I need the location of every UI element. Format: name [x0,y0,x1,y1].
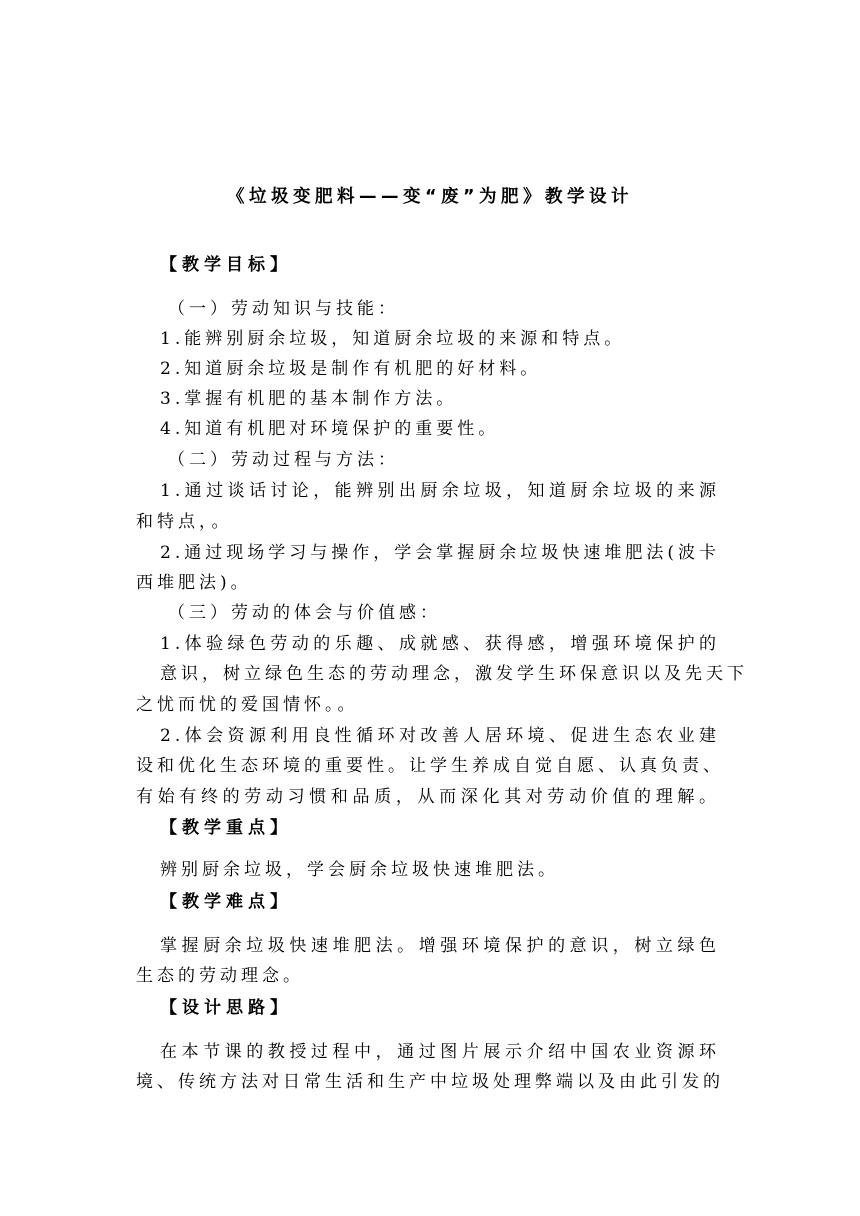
heading-objectives: 【教学目标】 [160,255,292,275]
objectives-part2-item1-line2: 和特点，。 [136,512,233,532]
objectives-part1-item: 4.知道有机肥对环境保护的重要性。 [160,419,500,439]
objectives-part2-item1-line1: 1.通过谈话讨论，能辨别出厨余垃圾，知道厨余垃圾的来源 [160,481,720,501]
heading-difficulties: 【教学难点】 [160,892,292,912]
objectives-part3-heading: （三）劳动的体会与价值感： [168,603,441,623]
heading-design: 【设计思路】 [160,998,292,1018]
difficulties-line1: 掌握厨余垃圾快速堆肥法。增强环境保护的意识，树立绿色 [160,936,720,956]
heading-key-points: 【教学重点】 [160,818,292,838]
key-points-text: 辨别厨余垃圾，学会厨余垃圾快速堆肥法。 [160,860,559,880]
design-line2: 境、传统方法对日常生活和生产中垃圾处理弊端以及由此引发的 [136,1072,724,1092]
objectives-part2-heading: （二）劳动过程与方法： [168,450,399,470]
objectives-part3-item2-line3: 有始有终的劳动习惯和品质，从而深化其对劳动价值的理解。 [136,787,720,807]
objectives-part3-item2-line1: 2.体会资源利用良性循环对改善人居环境、促进生态农业建 [160,726,720,746]
design-line1: 在本节课的教授过程中，通过图片展示介绍中国农业资源环 [160,1042,720,1062]
objectives-part2-item2-line2: 西堆肥法)。 [136,573,252,593]
objectives-part3-item2-line2: 设和优化生态环境的重要性。让学生养成自觉自愿、认真负责、 [136,756,724,776]
objectives-part1-item: 3.掌握有机肥的基本制作方法。 [160,389,458,409]
document-title: 《垃圾变肥料——变“废”为肥》教学设计 [226,187,633,207]
objectives-part1-heading: （一）劳动知识与技能： [168,299,399,319]
difficulties-line2: 生态的劳动理念。 [136,966,304,986]
objectives-part1-item: 2.知道厨余垃圾是制作有机肥的好材料。 [160,359,542,379]
objectives-part3-item1-line1: 1.体验绿色劳动的乐趣、成就感、获得感，增强环境保护的 [160,634,720,654]
objectives-part3-item1-line3: 之忧而忧的爱国情怀。。 [136,695,359,715]
objectives-part2-item2-line1: 2.通过现场学习与操作，学会掌握厨余垃圾快速堆肥法(波卡 [160,543,720,563]
objectives-part3-item1-line2: 意识，树立绿色生态的劳动理念，激发学生环保意识以及先天下 [160,664,748,684]
objectives-part1-item: 1.能辨别厨余垃圾，知道厨余垃圾的来源和特点。 [160,329,626,349]
